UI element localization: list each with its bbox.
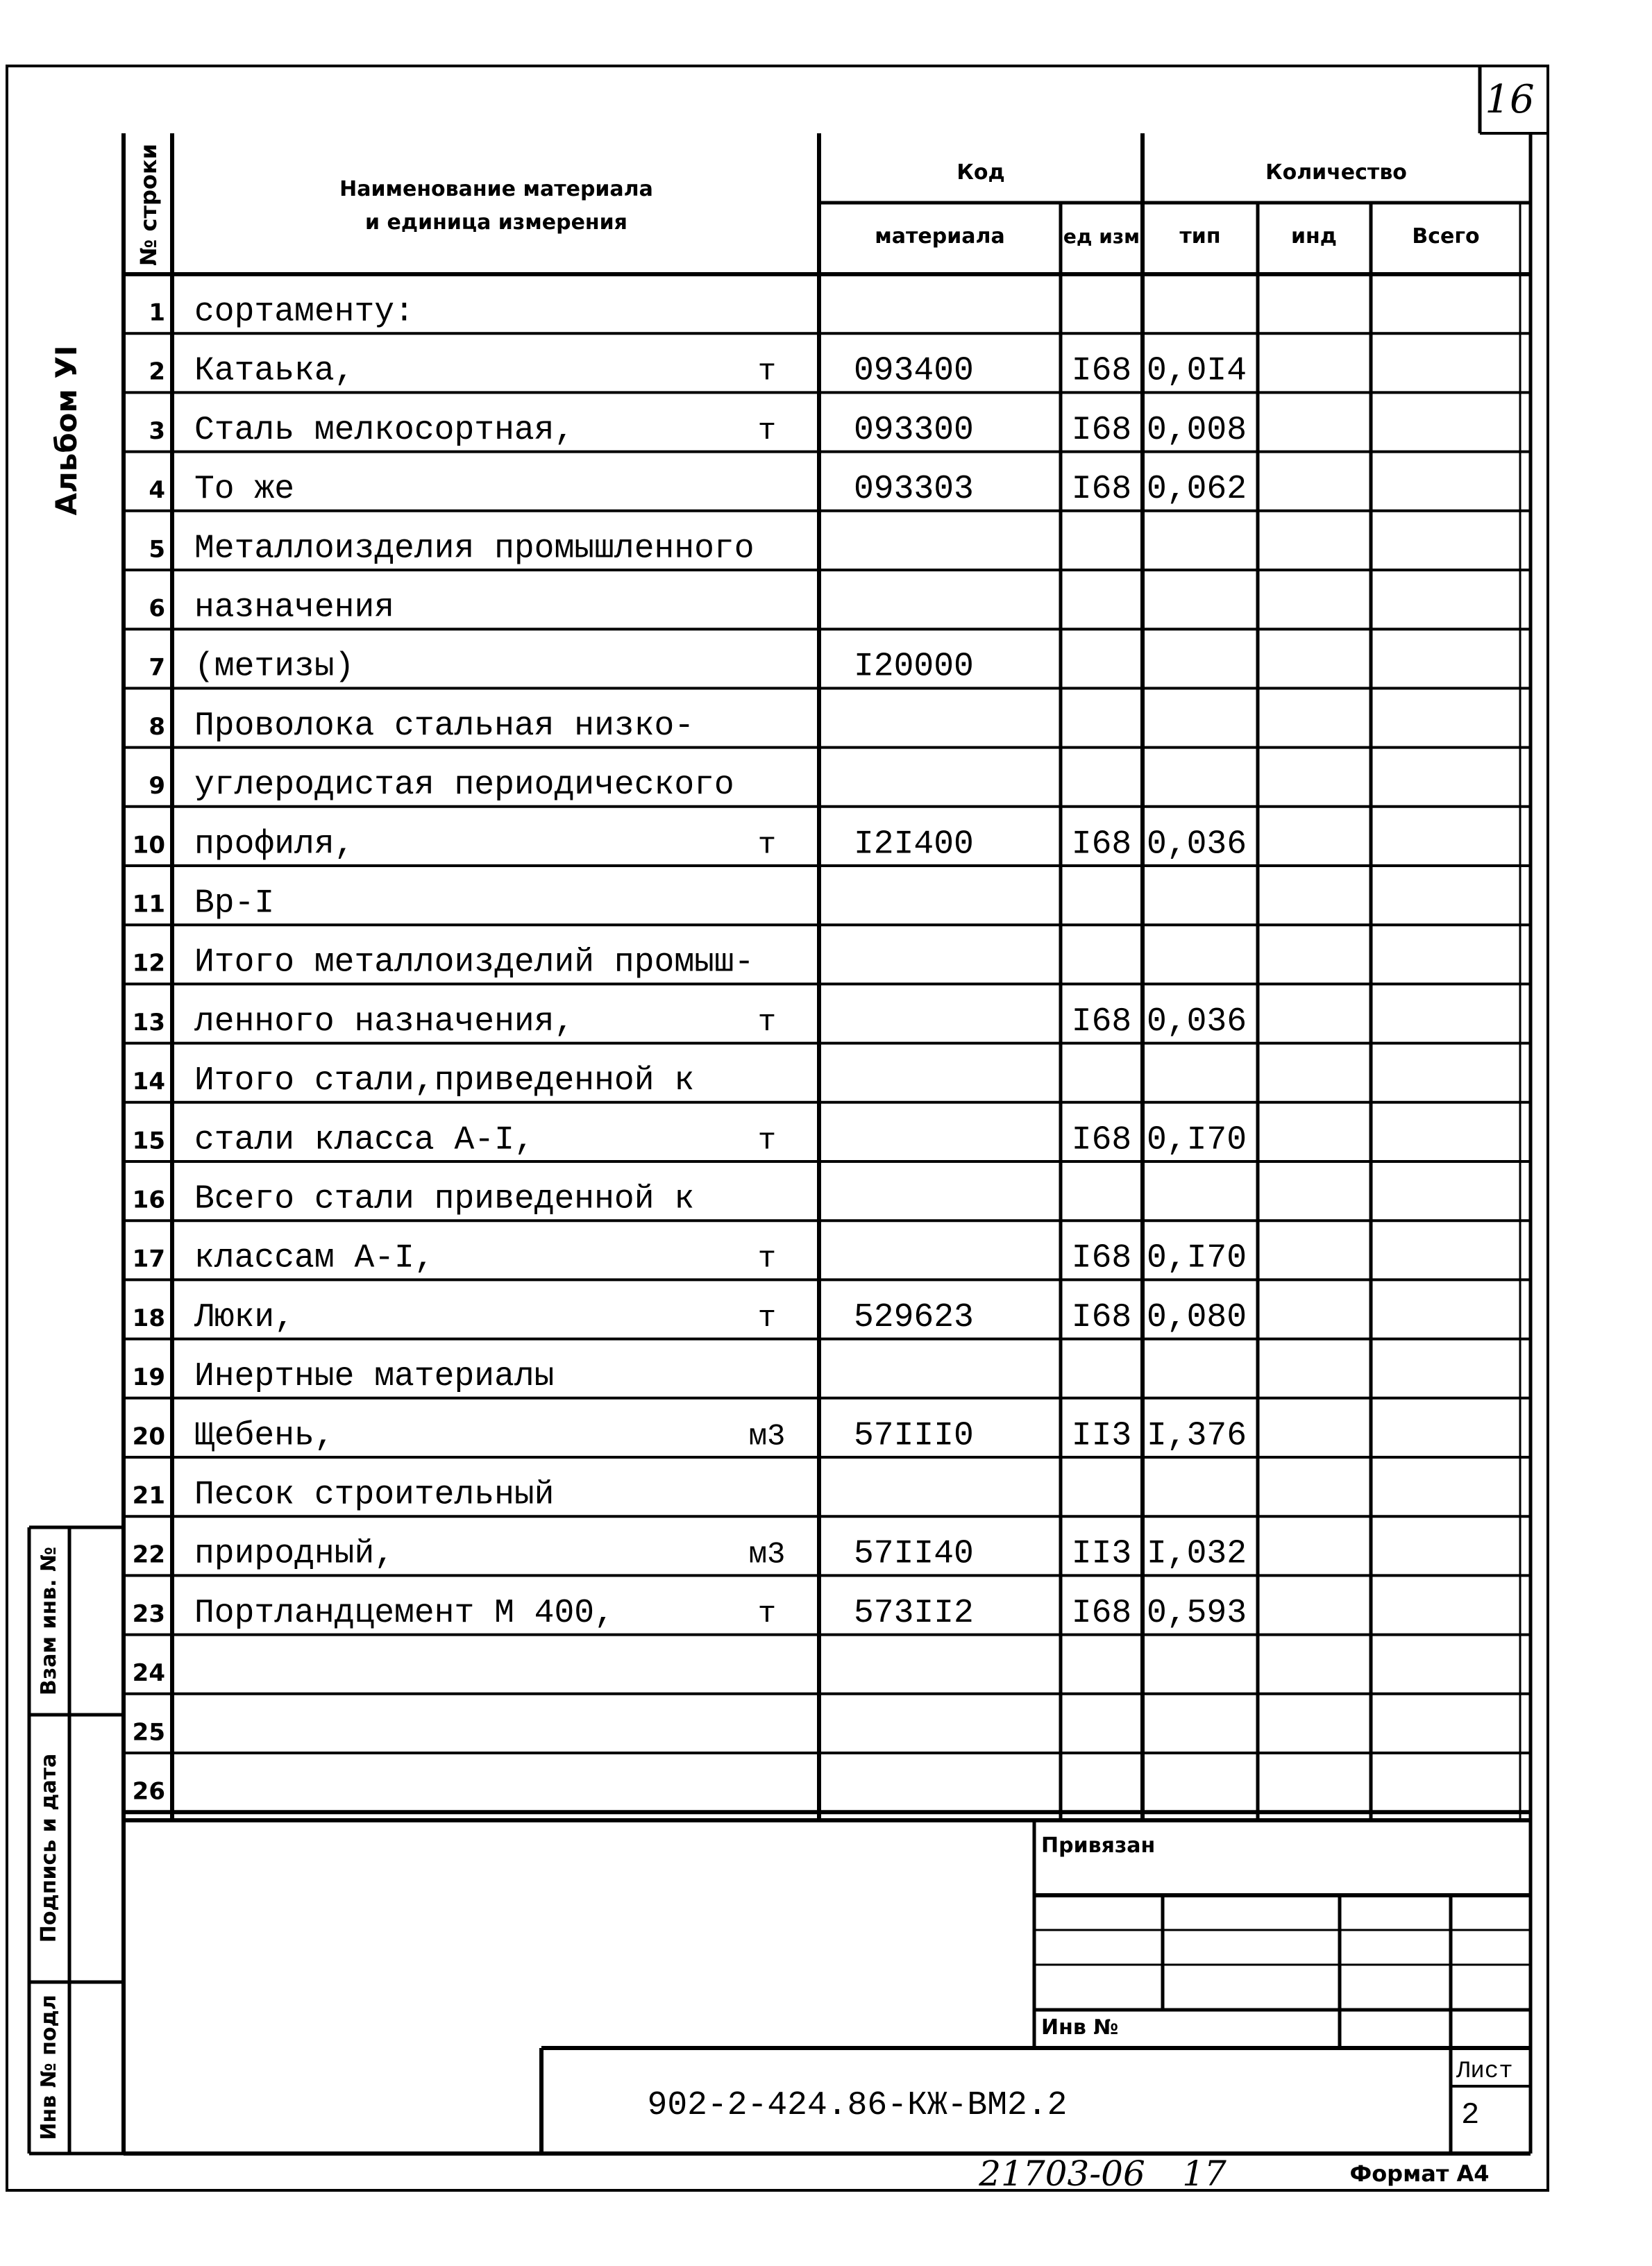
row-number: 20 — [132, 1422, 165, 1451]
material-name: Проволока стальная низко- — [194, 707, 695, 745]
quantity-tip: 0,008 — [1147, 411, 1247, 449]
inv-no-label: Инв № — [1041, 2015, 1119, 2040]
quantity-tip: 0,I70 — [1147, 1121, 1247, 1159]
privyazan-label: Привязан — [1041, 1833, 1156, 1858]
unit-code: I68 — [1071, 1121, 1132, 1159]
list-label: Лист — [1456, 2058, 1513, 2085]
material-code: 093400 — [854, 352, 974, 390]
material-name: Сталь мелкосортная, — [194, 411, 575, 449]
quantity-tip: 0,I70 — [1147, 1239, 1247, 1277]
unit: т — [757, 1596, 777, 1631]
row-number: 18 — [132, 1304, 165, 1332]
quantity-tip: I,376 — [1147, 1417, 1247, 1455]
material-name: Песок строительный — [194, 1476, 555, 1514]
material-code: 093303 — [854, 471, 974, 509]
quantity-tip: 0,0I4 — [1147, 352, 1247, 390]
material-name: Инертные материалы — [194, 1358, 555, 1396]
unit-code: I68 — [1071, 1594, 1132, 1632]
row-number: 4 — [149, 476, 165, 505]
row-number: 15 — [132, 1127, 165, 1155]
header-qty-ind: инд — [1291, 224, 1337, 249]
unit: м3 — [748, 1537, 786, 1572]
unit-code: I68 — [1071, 471, 1132, 509]
material-code: 57III0 — [854, 1417, 974, 1455]
row-number: 10 — [132, 831, 165, 859]
row-number: 23 — [132, 1600, 165, 1628]
side-label-inv-podl: Инв № подл — [37, 1995, 61, 2140]
material-name: ленного назначения, — [194, 1002, 575, 1041]
format-label: Формат А4 — [1349, 2160, 1490, 2187]
archive-number: 21703-06 — [979, 2154, 1145, 2194]
unit: т — [757, 354, 777, 389]
quantity-tip: 0,593 — [1147, 1594, 1247, 1632]
unit-code: I68 — [1071, 352, 1132, 390]
quantity-tip: I,032 — [1147, 1535, 1247, 1573]
unit: м3 — [748, 1419, 786, 1454]
unit: т — [757, 1241, 777, 1277]
row-number: 9 — [149, 772, 165, 800]
header-qty-tip: тип — [1179, 224, 1221, 249]
material-name: Итого стали,приведенной к — [194, 1062, 695, 1100]
material-name: Щебень, — [194, 1417, 335, 1455]
header-kod-material: материала — [875, 224, 1005, 249]
row-number: 24 — [132, 1659, 165, 1688]
sheet-mark: 16 — [1485, 77, 1535, 122]
material-name: стали класса А-I, — [194, 1121, 534, 1159]
quantity-tip: 0,036 — [1147, 1002, 1247, 1041]
material-name: сортаменту: — [194, 293, 414, 331]
row-number: 25 — [132, 1718, 165, 1747]
header-qty-total: Всего — [1412, 224, 1480, 249]
material-name: Люки, — [194, 1298, 295, 1336]
table-rows — [124, 293, 1531, 1812]
quantity-tip: 0,080 — [1147, 1298, 1247, 1336]
material-code: 093300 — [854, 411, 974, 449]
unit-code: I68 — [1071, 1298, 1132, 1336]
unit-code: I68 — [1071, 411, 1132, 449]
header-name-2: и единица измерения — [365, 210, 627, 235]
document-code: 902-2-424.86-КЖ-ВМ2.2 — [647, 2087, 1068, 2124]
unit: т — [757, 1005, 777, 1040]
row-number: 3 — [149, 417, 165, 445]
header-name: Наименование материала — [339, 177, 653, 201]
row-number: 12 — [132, 949, 165, 977]
list-value: 2 — [1461, 2098, 1480, 2133]
material-name: Металлоизделия промышленного — [194, 530, 755, 568]
header-qty: Количество — [1265, 160, 1407, 185]
quantity-tip: 0,062 — [1147, 471, 1247, 509]
material-name: Вр-I — [194, 884, 275, 923]
material-name: углеродистая периодического — [194, 766, 734, 805]
material-name: Итого металлоизделий промыш- — [194, 943, 755, 982]
unit-code: II3 — [1071, 1417, 1132, 1455]
header-kod-unit: ед изм — [1063, 225, 1140, 248]
archive-sheet: 17 — [1182, 2154, 1227, 2194]
material-name: Всего стали приведенной к — [194, 1180, 695, 1218]
row-number: 5 — [149, 535, 165, 564]
material-name: назначения — [194, 589, 395, 627]
row-number: 14 — [132, 1068, 165, 1096]
row-number: 22 — [132, 1541, 165, 1569]
unit: т — [757, 1123, 777, 1159]
material-code: I20000 — [854, 648, 974, 686]
row-number: 11 — [132, 890, 165, 918]
unit-code: II3 — [1071, 1535, 1132, 1573]
row-number: 16 — [132, 1186, 165, 1214]
material-name: профиля, — [194, 825, 355, 864]
material-code: 529623 — [854, 1298, 974, 1336]
unit: т — [757, 1300, 777, 1336]
side-label-podpis: Подпись и дата — [37, 1753, 61, 1943]
material-code: I2I400 — [854, 825, 974, 864]
row-number: 21 — [132, 1482, 165, 1510]
material-name: Портландцемент М 400, — [194, 1594, 614, 1632]
row-number: 19 — [132, 1363, 165, 1392]
material-name: классам А-I, — [194, 1239, 435, 1277]
unit-code: I68 — [1071, 1002, 1132, 1041]
quantity-tip: 0,036 — [1147, 825, 1247, 864]
unit-code: I68 — [1071, 1239, 1132, 1277]
unit: т — [757, 828, 777, 863]
row-number: 8 — [149, 712, 165, 741]
material-name: Катаька, — [194, 352, 355, 390]
row-number: 6 — [149, 594, 165, 623]
header-row-no: № строки — [135, 143, 162, 267]
row-number: 17 — [132, 1245, 165, 1273]
material-name: природный, — [194, 1535, 395, 1573]
unit: т — [757, 413, 777, 448]
header-kod: Код — [956, 160, 1005, 185]
row-number: 13 — [132, 1008, 165, 1037]
row-number: 2 — [149, 358, 165, 386]
material-code: 57II40 — [854, 1535, 974, 1573]
row-number: 1 — [149, 299, 165, 327]
material-name: То же — [194, 471, 295, 509]
row-number: 26 — [132, 1777, 165, 1806]
side-label-vzam: Взам инв. № — [37, 1546, 61, 1696]
material-code: 573II2 — [854, 1594, 974, 1632]
row-number: 7 — [149, 653, 165, 682]
material-name: (метизы) — [194, 648, 355, 686]
album-label: Альбом УI — [49, 345, 83, 516]
unit-code: I68 — [1071, 825, 1132, 864]
